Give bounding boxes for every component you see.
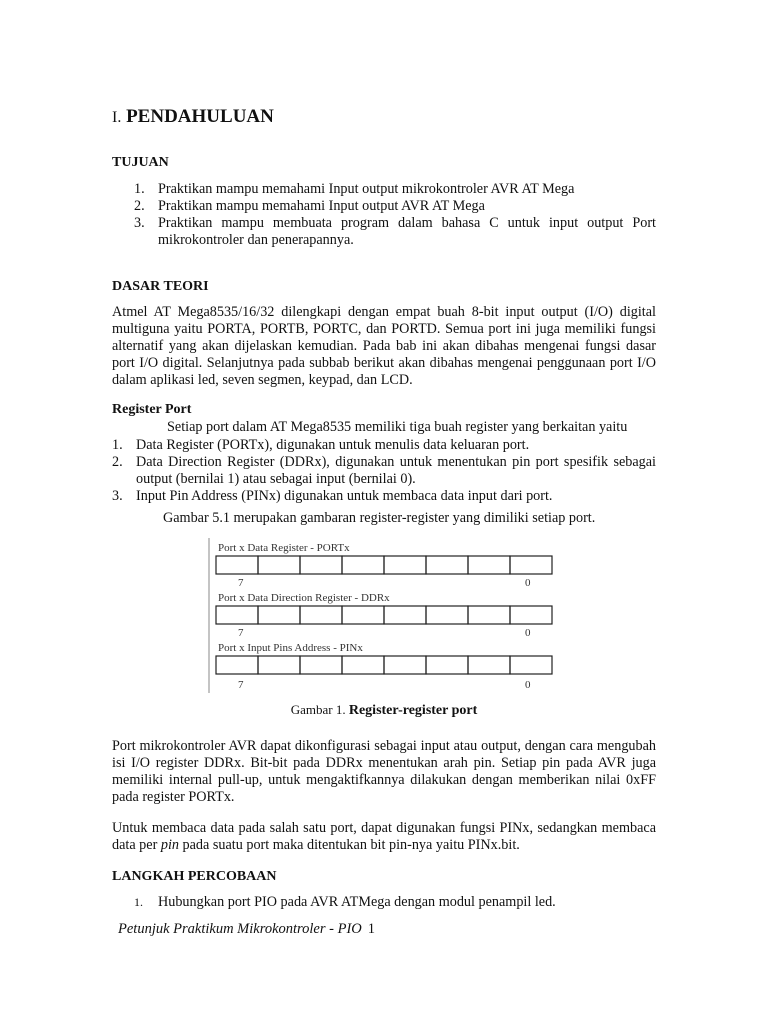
register-cells <box>216 556 552 574</box>
paragraph-ddrx: Port mikrokontroler AVR dapat dikonfigurasi sebagai input atau output, dengan cara mengubah isi I/O register DDRx. Bit-bit pada DDRx menentukan arah pin. Setiap pin pada AVR juga memiliki internal pull-up, untuk mengaktifkannya dilakukan dengan memberikan nilai 0xFF pada register PORTx. <box>112 738 656 805</box>
list-item: 3. Input Pin Address (PINx) digunakan untuk membaca data input dari port. <box>112 488 553 504</box>
bit-cell <box>510 606 552 624</box>
list-item: 1. Data Register (PORTx), digunakan untuk menulis data keluaran port. <box>112 437 530 453</box>
list-item: 2. Data Direction Register (DDRx), digunakan untuk menentukan pin port spesifik sebagai output (bernilai 1) atau sebagai input (bernilai 0). <box>112 454 656 487</box>
bit-low-label: 0 <box>525 627 531 639</box>
bit-low-label: 0 <box>525 577 531 589</box>
bit-high-label: 7 <box>238 679 244 691</box>
register-pinx <box>216 642 552 691</box>
bit-cell <box>216 606 258 624</box>
caption-prefix: Gambar 1. <box>290 702 346 717</box>
bit-cell <box>426 556 468 574</box>
bit-cell <box>384 606 426 624</box>
paragraph-pinx: Untuk membaca data pada salah satu port, dapat digunakan fungsi PINx, sedangkan membaca data per pin pada suatu port maka ditentukan bit pin-nya yaitu PINx.bit. <box>112 820 656 853</box>
bit-high-label: 7 <box>238 577 244 589</box>
register-label: Port x Data Direction Register - DDRx <box>218 592 390 604</box>
chapter-number: I. <box>112 109 122 126</box>
list-item: 3. Praktikan mampu membuata program dalam bahasa C untuk input output Port mikrokontroler dan penerapannya. <box>134 215 656 248</box>
bit-cell <box>300 656 342 674</box>
bit-cell <box>468 606 510 624</box>
register-diagram <box>208 538 558 693</box>
register-label: Port x Input Pins Address - PINx <box>218 642 363 654</box>
footer-text: Petunjuk Praktikum Mikrokontroler - PIO <box>118 921 362 937</box>
register-after: Gambar 5.1 merupakan gambaran register-register yang dimiliki setiap port. <box>163 510 596 526</box>
bit-cell <box>258 656 300 674</box>
bit-cell <box>342 606 384 624</box>
bit-cell <box>426 656 468 674</box>
register-ddrx <box>216 592 552 639</box>
page-number: 1 <box>367 921 375 937</box>
bit-cell <box>300 606 342 624</box>
register-cells <box>216 606 552 624</box>
bit-low-label: 0 <box>525 679 531 691</box>
register-portx <box>216 542 552 589</box>
register-cells <box>216 656 552 674</box>
bit-cell <box>216 656 258 674</box>
bit-cell <box>342 556 384 574</box>
figure-caption <box>0 702 768 719</box>
bit-cell <box>426 606 468 624</box>
bit-cell <box>258 556 300 574</box>
bit-cell <box>216 556 258 574</box>
tujuan-list <box>134 181 656 249</box>
page-footer <box>118 921 375 938</box>
section-title-tujuan: TUJUAN <box>112 155 169 170</box>
caption-text: Register-register port <box>348 703 478 718</box>
bit-high-label: 7 <box>238 627 244 639</box>
chapter-heading <box>112 106 274 128</box>
list-item: 1. Hubungkan port PIO pada AVR ATMega dengan modul penampil led. <box>134 894 556 910</box>
section-title-langkah: LANGKAH PERCOBAAN <box>112 869 277 884</box>
bit-cell <box>258 606 300 624</box>
bit-cell <box>468 556 510 574</box>
register-list <box>112 437 656 505</box>
bit-cell <box>300 556 342 574</box>
register-intro: Setiap port dalam AT Mega8535 memiliki tiga buah register yang berkaitan yaitu <box>167 419 628 435</box>
langkah-list <box>134 894 656 911</box>
section-title-dasar-teori: DASAR TEORI <box>112 279 209 294</box>
register-label: Port x Data Register - PORTx <box>218 542 350 554</box>
bit-cell <box>384 556 426 574</box>
list-item: 2. Praktikan mampu memahami Input output AVR AT Mega <box>134 198 485 214</box>
bit-cell <box>384 656 426 674</box>
bit-cell <box>510 656 552 674</box>
subsection-title-register-port: Register Port <box>112 402 192 417</box>
chapter-title: PENDAHULUAN <box>126 106 274 127</box>
bit-cell <box>510 556 552 574</box>
register-figure <box>208 538 558 693</box>
bit-cell <box>342 656 384 674</box>
list-item: 1. Praktikan mampu memahami Input output mikrokontroler AVR AT Mega <box>134 181 575 197</box>
bit-cell <box>468 656 510 674</box>
dasar-teori-paragraph: Atmel AT Mega8535/16/32 dilengkapi dengan empat buah 8-bit input output (I/O) digital multiguna yaitu PORTA, PORTB, PORTC, dan PORTD. Semua port ini juga memiliki fungsi alternatif yang akan dijelaskan kemudian. Pada bab ini akan dibahas mengenai fungsi dasar port I/O digital. Selanjutnya pada subbab berikut akan dibahas mengenai penggunaan port I/O dalam aplikasi led, seven segmen, keypad, dan LCD. <box>112 304 656 388</box>
